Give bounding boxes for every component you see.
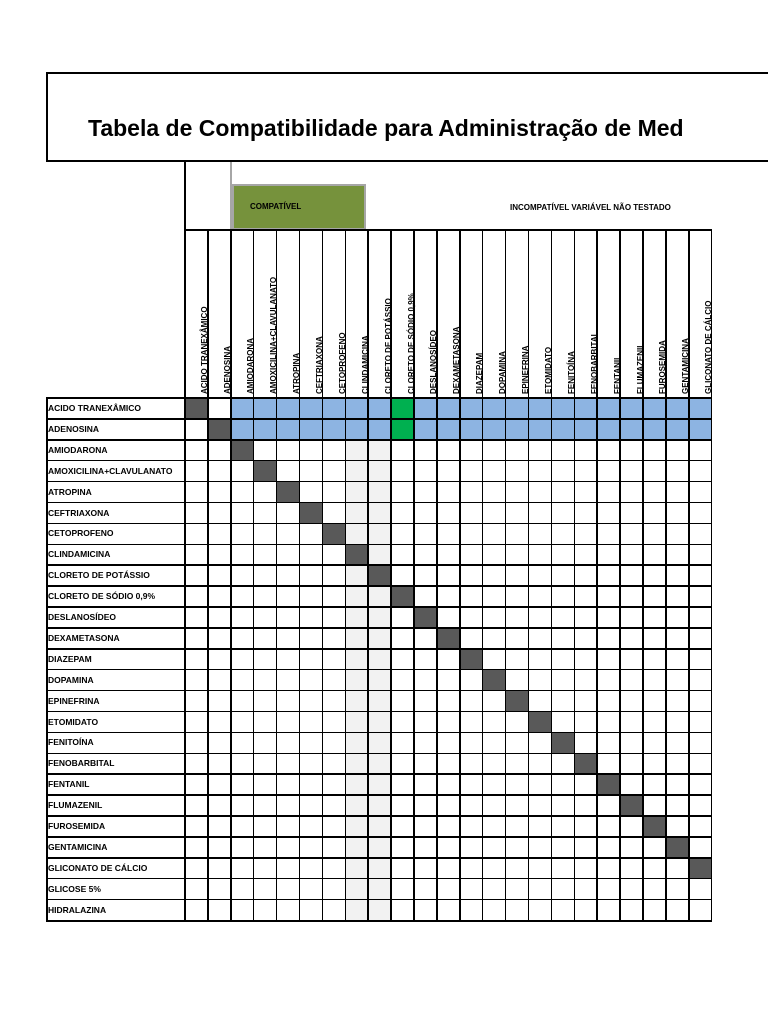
grid-hline (46, 585, 712, 587)
column-header-label: CETOPROFENO (337, 332, 347, 394)
grid-hline (46, 711, 712, 713)
column-header-label: EPINEFRINA (521, 345, 531, 394)
diagonal-cell (414, 607, 437, 628)
diagonal-cell (277, 482, 300, 503)
diagonal-cell (551, 732, 574, 753)
row-label: CETOPROFENO (48, 528, 114, 539)
grid-hline (46, 669, 712, 671)
row-label: FENITOÍNA (48, 737, 94, 748)
legend-compatible (232, 184, 366, 230)
grid-hline (46, 648, 712, 650)
row-label: FLUMAZENIL (48, 800, 103, 811)
row-label: ACIDO TRANEXÂMICO (48, 403, 142, 413)
grid-vline (688, 230, 690, 921)
column-header-label: DEXAMETASONA (452, 326, 462, 394)
column-header-label: AMIODARONA (246, 338, 256, 394)
diagonal-cell (345, 544, 368, 565)
grid-hline (46, 397, 712, 399)
column-header-label: DESLANOSÍDEO (429, 329, 439, 394)
row-label: FENTANIL (48, 779, 90, 790)
grid-vline (642, 230, 644, 921)
column-header-label: GLICONATO DE CÁLCIO (704, 300, 714, 394)
row-label: ETOMIDATO (48, 716, 99, 727)
column-header-label: CLINDAMICINA (360, 335, 370, 394)
column-header-label: GENTAMICINA (681, 338, 691, 394)
column-header-label: ACIDO TRANEXÂMICO (200, 306, 210, 394)
row-label: FUROSEMIDA (48, 821, 106, 831)
diagonal-cell (460, 649, 483, 670)
row-label: FENOBARBITAL (48, 758, 115, 769)
grid-vline (253, 230, 255, 921)
row-label: AMOXICILINA+CLAVULANATO (48, 465, 173, 476)
grid-vline (184, 162, 186, 921)
grid-vline (482, 230, 484, 921)
grid-hline (46, 857, 712, 859)
grid-vline (551, 230, 553, 921)
column-header-label: FENOBARBITAL (589, 331, 599, 394)
row-label: GLICOSE 5% (48, 883, 101, 894)
grid-hline (46, 690, 712, 692)
grid-vline (665, 230, 667, 921)
column-header-label: ETOMIDATO (543, 346, 553, 394)
legend-incompatible-variable-untested: INCOMPATÍVEL VARIÁVEL NÃO TESTADO (510, 203, 671, 212)
grid-vline (528, 230, 530, 921)
diagonal-cell (689, 858, 712, 879)
diagonal-cell (254, 461, 277, 482)
diagonal-cell (300, 503, 323, 524)
column-header-label: ATROPINA (292, 352, 302, 394)
row-label: DOPAMINA (48, 674, 94, 685)
light-column-band (368, 398, 391, 921)
grid-vline (505, 230, 507, 921)
diagonal-cell (368, 565, 391, 586)
grid-hline (46, 878, 712, 880)
grid-hline (46, 732, 712, 734)
column-header-label: FENITOÍNA (566, 351, 576, 394)
grid-hline (46, 753, 712, 755)
grid-hline (46, 502, 712, 504)
row-label: CLORETO DE SÓDIO 0,9% (48, 591, 156, 602)
legend-compatible-label: COMPATÍVEL (250, 202, 302, 211)
diagonal-cell (620, 795, 643, 816)
gray-separator (230, 162, 232, 230)
column-header-label: AMOXICILINA+CLAVULANATO (269, 276, 279, 394)
grid-vline (322, 230, 324, 921)
grid-hline (46, 606, 712, 608)
grid-hline (46, 920, 712, 922)
title-box (46, 72, 768, 162)
grid-hline (46, 460, 712, 462)
column-header-label: CLORETO DE POTÁSSIO (383, 298, 393, 394)
grid-hline (46, 815, 712, 817)
column-header-label: CLORETO DE SÓDIO 0,9% (406, 293, 416, 394)
grid-hline (46, 481, 712, 483)
grid-vline (230, 230, 232, 921)
grid-hline (46, 544, 712, 546)
column-header-label: DIAZEPAM (475, 352, 485, 394)
column-header-label: DOPAMINA (498, 351, 508, 394)
row-label: GENTAMICINA (48, 841, 108, 852)
diagonal-cell (483, 670, 506, 691)
row-label: DESLANOSÍDEO (48, 612, 117, 622)
row-highlight (231, 419, 712, 440)
diagonal-cell (666, 837, 689, 858)
grid-hline (46, 418, 712, 420)
grid-vline (574, 230, 576, 921)
grid-hline (46, 564, 712, 566)
compatible-cell (391, 419, 414, 440)
grid-vline (367, 230, 369, 921)
row-label: CLORETO DE POTÁSSIO (48, 570, 150, 581)
diagonal-cell (231, 440, 254, 461)
row-label: CLINDAMICINA (48, 549, 111, 560)
diagonal-cell (643, 816, 666, 837)
grid-hline (46, 523, 712, 525)
grid-hline (46, 836, 712, 838)
light-column-band (345, 398, 368, 921)
row-highlight (231, 398, 712, 419)
diagonal-cell (391, 586, 414, 607)
diagonal-cell (208, 419, 231, 440)
row-label: CEFTRIAXONA (48, 507, 110, 518)
grid-hline (46, 794, 712, 796)
compatible-cell (391, 398, 414, 419)
row-label: HIDRALAZINA (48, 904, 107, 915)
grid-hline (46, 899, 712, 901)
grid-vline (299, 230, 301, 921)
diagonal-cell (529, 712, 552, 733)
column-header-label: FENTANIL (612, 355, 622, 394)
diagonal-cell (437, 628, 460, 649)
grid-hline (46, 439, 712, 441)
column-header-label: CEFTRIAXONA (314, 336, 324, 394)
row-label: AMIODARONA (48, 444, 108, 455)
grid-hline (46, 773, 712, 775)
column-header-label: FLUMAZENIL (635, 342, 645, 394)
diagonal-cell (506, 691, 529, 712)
diagonal-cell (322, 523, 345, 544)
grid-vline (619, 230, 621, 921)
column-header-label: ADENOSINA (223, 345, 233, 394)
grid-hline (185, 229, 712, 231)
page-title: Tabela de Compatibilidade para Administração de Med (88, 115, 684, 141)
grid-hline (46, 627, 712, 629)
row-label: EPINEFRINA (48, 695, 100, 706)
diagonal-cell (597, 774, 620, 795)
row-label: ATROPINA (48, 486, 92, 497)
row-label: GLICONATO DE CÁLCIO (48, 862, 148, 873)
row-label: DEXAMETASONA (48, 632, 120, 643)
row-label: DIAZEPAM (48, 653, 92, 664)
diagonal-cell (574, 753, 597, 774)
column-header-label: FUROSEMIDA (658, 340, 668, 394)
diagonal-cell (185, 398, 208, 419)
row-label: ADENOSINA (48, 423, 100, 434)
